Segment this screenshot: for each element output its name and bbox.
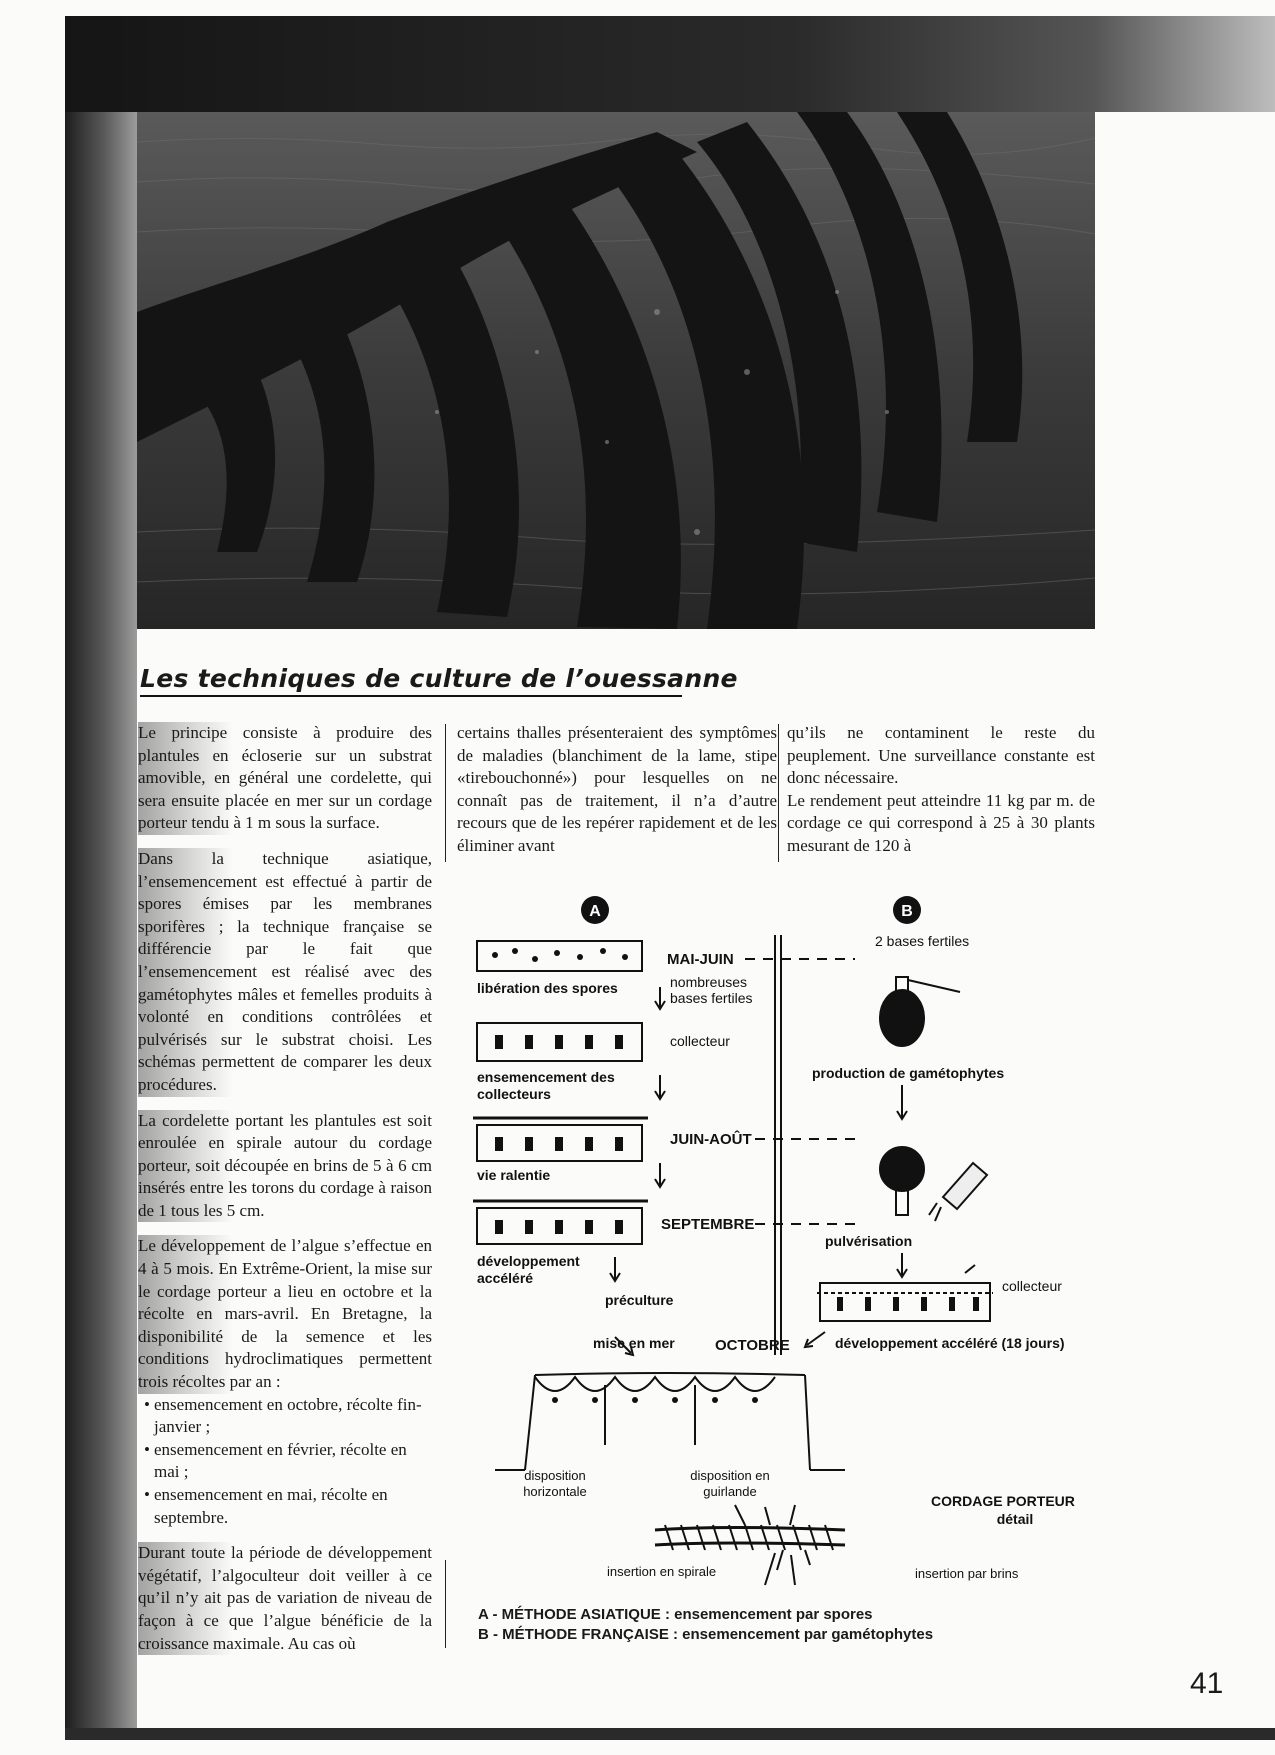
text-column-2 xyxy=(457,722,777,871)
diagram-legend xyxy=(478,1605,933,1645)
paragraph: Le principe consiste à produire des plantules en écloserie sur un substrat amovible, en général une cordelette, qui sera ensuite placée en mer sur un cordage porteur tendu à 1 m sous la surface. xyxy=(138,722,432,835)
paragraph: Le développement de l’algue s’effectue en 4 à 5 mois. En Extrême-Orient, la mise sur le cordage porteur a lieu en octobre et la récolte en mars-avril. En Bretagne, la disponibilité de la semence et les conditions hydroclimatiques permettent trois récoltes par an : xyxy=(138,1235,432,1393)
label: collecteur xyxy=(670,1033,730,1049)
label: JUIN-AOÛT xyxy=(670,1131,752,1148)
bottom-dark-band xyxy=(65,1728,1275,1740)
paragraph: Le rendement peut atteindre 11 kg par m. de cordage ce qui correspond à 25 à 30 plants mesurant de 120 à xyxy=(787,790,1095,855)
paragraph: qu’ils ne contaminent le reste du peuplement. Une surveillance constante est donc nécessaire. xyxy=(787,723,1095,788)
paragraph: Durant toute la période de développement végétatif, l’algoculteur doit veiller à ce qu’il n’y ait pas de variation de niveau de façon à ce que l’algue bénéficie de la croissance maximale. Au cas où xyxy=(138,1542,432,1655)
column-rule xyxy=(778,724,779,862)
harvest-list xyxy=(138,1394,432,1530)
label: mise en mer xyxy=(593,1335,675,1351)
label: pulvérisation xyxy=(825,1233,913,1249)
text-column-1 xyxy=(138,722,432,1668)
column-rule xyxy=(445,1560,446,1648)
label: OCTOBRE xyxy=(715,1337,790,1354)
label: SEPTEMBRE xyxy=(661,1216,755,1233)
label: production de gamétophytes xyxy=(812,1065,1005,1081)
left-scan-shadow xyxy=(65,112,137,1732)
label: 2 bases fertiles xyxy=(875,933,970,949)
label: développement accéléré (18 jours) xyxy=(835,1335,1065,1351)
legend-line-b: B - MÉTHODE FRANÇAISE : ensemencement par gamétophytes xyxy=(478,1626,934,1643)
label: bases fertiles xyxy=(670,990,753,1006)
article-title: Les techniques de culture de l’ouessanne xyxy=(140,664,682,697)
label: MAI-JUIN xyxy=(667,951,734,968)
column-rule xyxy=(445,724,446,862)
label: accéléré xyxy=(477,1270,534,1286)
list-item: • ensemencement en mai, récolte en septembre. xyxy=(144,1485,388,1527)
marker-b: B xyxy=(901,903,913,920)
label: libération des spores xyxy=(477,980,618,996)
label: guirlande xyxy=(703,1484,757,1499)
marker-a: A xyxy=(589,903,601,920)
label: horizontale xyxy=(523,1484,587,1499)
label: insertion par brins xyxy=(915,1566,1019,1581)
list-item: • ensemencement en février, récolte en mai ; xyxy=(144,1439,407,1482)
paragraph: Dans la technique asiatique, l’ensemencement est effectué à partir de spores émises par les membranes sporifères ; la technique française se différencie par le fait que l’ensemencement est réalisé avec des gamétophytes mâles et femelles produits à volonté en conditions contrôlées et pulvérisés sur le substrat choisi. Les schémas permettent de comparer les deux procédures. xyxy=(138,848,432,1097)
label: disposition en xyxy=(690,1468,770,1483)
label: nombreuses xyxy=(670,974,748,990)
seaweed-photo xyxy=(137,112,1095,629)
label: CORDAGE PORTEUR xyxy=(931,1493,1075,1509)
label: développement xyxy=(477,1253,580,1269)
text-column-3 xyxy=(787,722,1095,871)
label: disposition xyxy=(524,1468,586,1483)
label: ensemencement des xyxy=(477,1069,615,1085)
label: collecteurs xyxy=(477,1086,551,1102)
label: collecteur xyxy=(1002,1278,1062,1294)
label: détail xyxy=(996,1511,1034,1527)
list-item: • ensemencement en octobre, récolte fin-janvier ; xyxy=(144,1394,422,1437)
paragraph: certains thalles présenteraient des symptômes de maladies (blanchiment de la lame, stipe «tirebouchonné») pour lesquelles on ne connaît pas de traitement, il n’a d’autre recours que de les repérer rapidement et de les éliminer avant xyxy=(457,723,777,855)
legend-line-a: A - MÉTHODE ASIATIQUE : ensemencement par spores xyxy=(478,1606,873,1623)
page-number: 41 xyxy=(1190,1667,1224,1700)
label: préculture xyxy=(605,1292,674,1308)
header-dark-band xyxy=(65,16,1275,112)
label: vie ralentie xyxy=(477,1167,551,1183)
paragraph: La cordelette portant les plantules est soit enroulée en spirale autour du cordage porteur, soit découpée en brins de 5 à 6 cm insérés entre les torons du cordage à raison de 1 tous les 5 cm. xyxy=(138,1110,432,1223)
cultivation-diagram xyxy=(465,885,1105,1665)
label: insertion en spirale xyxy=(607,1564,717,1579)
